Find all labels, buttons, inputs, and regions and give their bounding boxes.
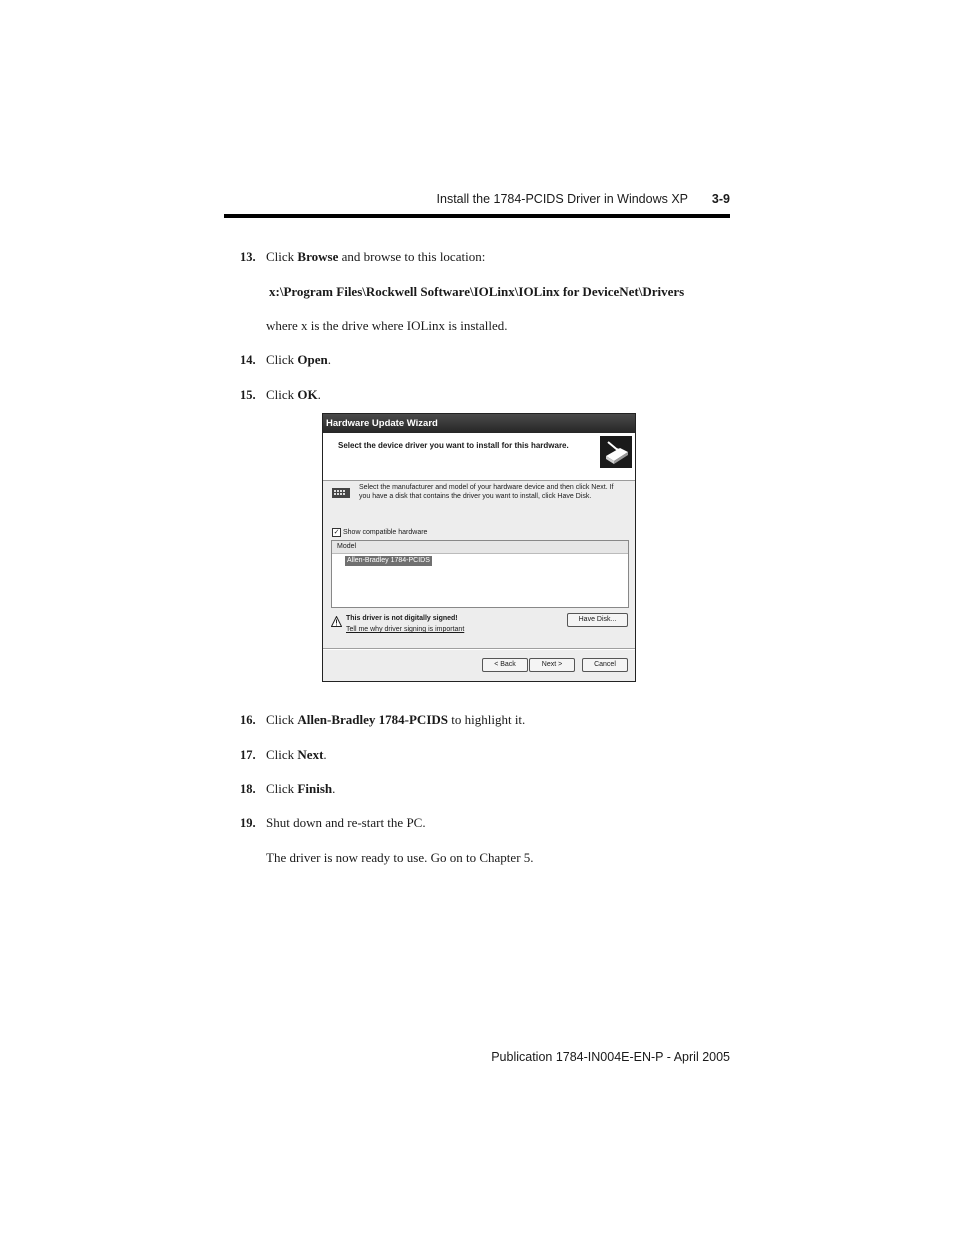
- running-header-title: Install the 1784-PCIDS Driver in Windows XP: [436, 192, 688, 206]
- path-note: where x is the drive where IOLinx is installed.: [266, 318, 508, 333]
- model-list[interactable]: [331, 540, 629, 608]
- warning-icon: [331, 616, 342, 627]
- have-disk-button[interactable]: Have Disk...: [567, 613, 628, 627]
- dialog-heading: Select the device driver you want to install for this hardware.: [338, 441, 569, 450]
- dialog-title-bar: Hardware Update Wizard: [323, 414, 635, 433]
- step-16-number: 16.: [240, 713, 256, 727]
- publication-footer: Publication 1784-IN004E-EN-P - April 2005: [491, 1050, 730, 1064]
- step-19-number: 19.: [240, 816, 256, 830]
- header-rule: [224, 214, 730, 218]
- closing-text: The driver is now ready to use. Go on to Chapter 5.: [266, 850, 534, 865]
- show-compatible-checkbox[interactable]: ✓: [333, 529, 340, 536]
- next-button[interactable]: Next >: [529, 658, 575, 672]
- step-13-text: Click Browse and browse to this location:: [266, 249, 486, 264]
- list-item[interactable]: Allen-Bradley 1784-PCIDS: [347, 557, 430, 564]
- step-15-number: 15.: [240, 388, 256, 402]
- driver-signing-link[interactable]: Tell me why driver signing is important: [346, 626, 465, 633]
- step-18-text: Click Finish.: [266, 781, 336, 796]
- dialog-description: Select the manufacturer and model of your hardware device and then click Next. If you have a disk that contains the driver you want to install, click Have Disk.: [359, 484, 614, 500]
- show-compatible-row[interactable]: [332, 528, 427, 537]
- show-compatible-label: Show compatible hardware: [343, 529, 428, 536]
- step-14-text: Click Open.: [266, 352, 332, 367]
- unsigned-driver-warning: This driver is not digitally signed!: [346, 615, 458, 622]
- step-14-number: 14.: [240, 353, 256, 367]
- dialog-separator: [323, 648, 635, 650]
- step-17-text: Click Next.: [266, 747, 327, 762]
- step-16-text: Click Allen-Bradley 1784-PCIDS to highlight it.: [266, 712, 526, 727]
- hardware-update-wizard-dialog: [322, 413, 636, 682]
- back-button[interactable]: < Back: [482, 658, 528, 672]
- cancel-button[interactable]: Cancel: [582, 658, 628, 672]
- hardware-wizard-icon: [600, 436, 632, 468]
- install-path: x:\Program Files\Rockwell Software\IOLinx\IOLinx for DeviceNet\Drivers: [269, 284, 685, 299]
- hardware-device-icon: [331, 485, 351, 501]
- step-17-number: 17.: [240, 748, 256, 762]
- dialog-header: [323, 433, 635, 481]
- dialog-body: [323, 481, 635, 681]
- step-13-number: 13.: [240, 250, 256, 264]
- page-number: 3-9: [711, 192, 730, 206]
- step-15-text: Click OK.: [266, 387, 321, 402]
- step-18-number: 18.: [240, 782, 256, 796]
- step-19-text: Shut down and re-start the PC.: [266, 815, 426, 830]
- model-column-header[interactable]: Model: [332, 541, 628, 554]
